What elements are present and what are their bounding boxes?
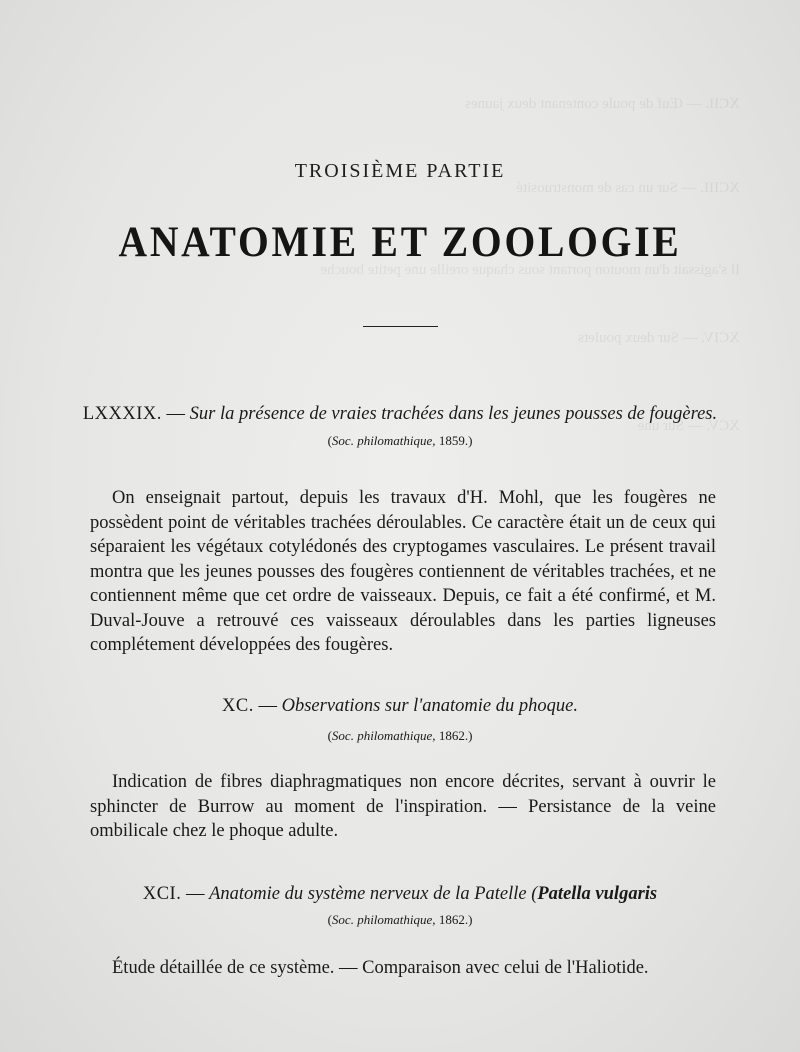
entry-source: (Soc. philomathique, 1862.) (327, 728, 473, 743)
source-year: 1862. (438, 912, 469, 927)
entry-body: Étude détaillée de ce système. — Comparaison avec celui de l'Haliotide. (112, 958, 649, 978)
entry-heading (0, 404, 800, 425)
bleed-through-line: XCIII. — Sur un cas de monstruosité (516, 180, 740, 196)
bleed-through-line: XCII. — Œuf de poule contenant deux jaunes (465, 96, 740, 112)
entry-dash: — (185, 884, 205, 904)
entry-heading (0, 884, 800, 905)
part-label: TROISIÈME PARTIE (294, 160, 506, 182)
bleed-through-line: XCV. — Sur une (637, 418, 740, 434)
entry-heading (0, 696, 800, 717)
entry-title-species: Patella vulgaris (537, 884, 658, 904)
entry-title: Sur la présence de vraies trachées dans les jeunes pousses de fougères. (189, 404, 718, 424)
entry-number: LXXXIX. (82, 404, 162, 424)
entry-source: (Soc. philomathique, 1862.) (327, 912, 473, 927)
entry-number: XCI. (142, 884, 182, 904)
source-title: Soc. philomathique, (331, 728, 436, 743)
source-year: 1859. (438, 433, 469, 448)
bleed-through-line: XCIV. — Sur deux poulets (578, 330, 740, 346)
section-divider (363, 326, 438, 327)
source-year: 1862. (438, 728, 469, 743)
source-title: Soc. philomathique, (331, 433, 436, 448)
entry-body: Indication de fibres diaphragmatiques non encore décrites, servant à ouvrir le sphincter de Burrow au moment de l'inspiration. — Persistance de la veine ombilicale chez le phoque adulte. (90, 772, 716, 841)
bleed-through-line: Il s'agissait d'un mouton portant sous chaque oreille une petite bouche (320, 262, 740, 278)
main-title: ANATOMIE ET ZOOLOGIE (118, 219, 682, 266)
entry-body: On enseignait partout, depuis les travaux d'H. Mohl, que les fougères ne possèdent point de véritables trachées déroulables. Ce caractère était un de ceux qui séparaient les végétaux cotylédonés des cryptogames vasculaires. Le présent travail montra que les jeunes pousses des fougères contiennent de véritables trachées, et ne contiennent même que cet ordre de vaisseaux. Depuis, ce fait a été confirmé, et M. Duval-Jouve a retrouvé ces vaisseaux déroulables dans les parties ligneuses complétement développées des fougères. (90, 488, 716, 655)
entry-dash: — (166, 404, 186, 424)
entry-title: Observations sur l'anatomie du phoque. (281, 696, 578, 716)
entry-dash: — (258, 696, 277, 716)
entry-title: Anatomie du système nerveux de la Patelle ( (209, 884, 538, 904)
source-title: Soc. philomathique, (331, 912, 436, 927)
entry-number: XC. (222, 696, 254, 716)
entry-source: (Soc. philomathique, 1859.) (327, 433, 473, 448)
